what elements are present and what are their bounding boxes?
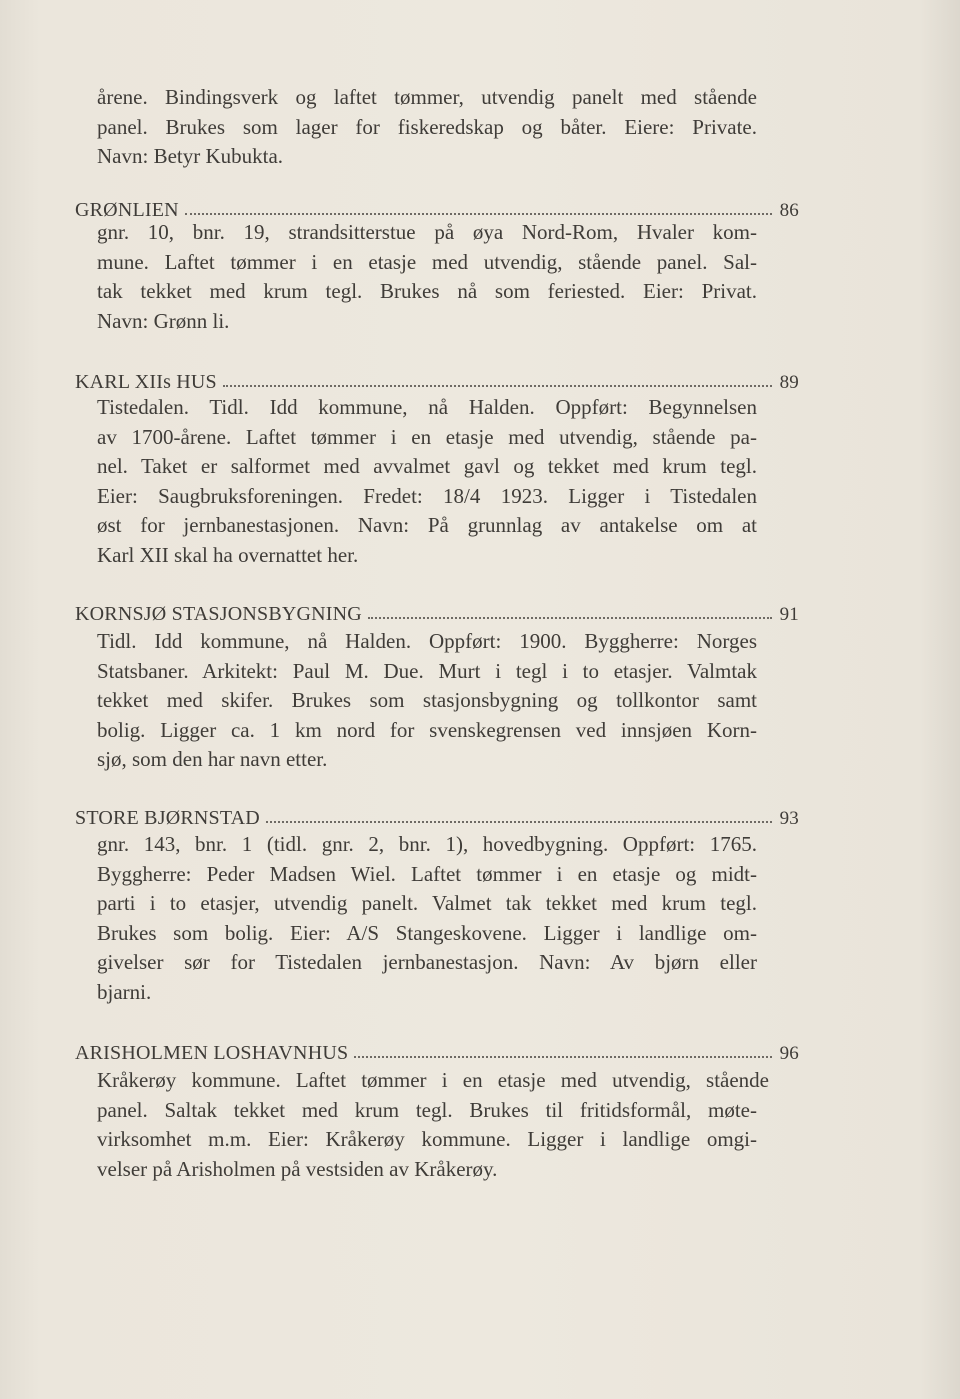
body-line: Statsbaner. Arkitekt: Paul M. Due. Murt i tegl i to etasjer. Valmtak [97, 658, 757, 683]
body-line: virksomhet m.m. Eier: Kråkerøy kommune. Ligger i landlige omgi- [97, 1127, 757, 1151]
body-line: Karl XII skal ha overnattet her. [97, 542, 359, 567]
entry-heading-kornsjo-stasjonsbygning [75, 598, 799, 626]
entry-title: KARL XIIs HUS [75, 371, 217, 393]
body-line: tak tekket med krum tegl. Brukes nå som feriested. Eier: Privat. [97, 279, 757, 303]
body-line: Navn: Betyr Kubukta. [97, 144, 284, 168]
body-line: mune. Laftet tømmer i en etasje med utvendig, stående panel. Sal- [97, 249, 757, 274]
entry-heading-arisholmen-loshavnhus [75, 1037, 799, 1065]
body-line: av 1700-årene. Laftet tømmer i en etasje med utvendig, stående pa- [97, 424, 757, 449]
body-line: Navn: Grønn li. [97, 308, 230, 333]
entry-title: KORNSJØ STASJONSBYGNING [75, 603, 362, 625]
body-line: gnr. 143, bnr. 1 (tidl. gnr. 2, bnr. 1), hovedbygning. Oppført: 1765. [97, 832, 757, 856]
body-line: bolig. Ligger ca. 1 km nord for svenskegrensen ved innsjøen Korn- [97, 717, 757, 742]
page-number: 91 [779, 604, 799, 625]
page-number: 86 [779, 200, 799, 221]
dot-leader [185, 212, 772, 215]
body-line: givelser sør for Tistedalen jernbanestasjon. Navn: Av bjørn eller [97, 950, 757, 974]
entry-title: STORE BJØRNSTAD [75, 807, 260, 829]
body-line: Kråkerøy kommune. Laftet tømmer i en etasje med utvendig, stående [97, 1068, 769, 1092]
body-line: panel. Saltak tekket med krum tegl. Brukes til fritidsformål, møte- [97, 1097, 757, 1122]
body-line: panel. Brukes som lager for fiskeredskap og båter. Eiere: Private. [97, 114, 757, 139]
entry-title: ARISHOLMEN LOSHAVNHUS [75, 1042, 349, 1064]
body-line: parti i to etasjer, utvendig panelt. Valmet tak tekket med krum tegl. [97, 891, 757, 915]
entry-heading-store-bjornstad [75, 802, 799, 830]
body-line: øst for jernbanestasjonen. Navn: På grunnlag av antakelse om at [97, 513, 757, 537]
entry-description-gronlien [97, 218, 757, 336]
body-line: bjarni. [97, 979, 152, 1004]
entry-description-kornsjo [97, 627, 757, 775]
body-line: Eier: Saugbruksforeningen. Fredet: 18/4 1923. Ligger i Tistedalen [97, 483, 757, 508]
body-line: Byggherre: Peder Madsen Wiel. Laftet tømmer i en etasje og midt- [97, 861, 757, 886]
dot-leader [223, 384, 772, 387]
body-line: gnr. 10, bnr. 19, strandsitterstue på øya Nord-Rom, Hvaler kom- [97, 220, 757, 244]
dot-leader [368, 616, 772, 619]
page-number: 93 [779, 808, 799, 829]
continuation-paragraph [97, 83, 757, 172]
entry-description-store-bjornstad [97, 830, 757, 1007]
body-line: Tidl. Idd kommune, nå Halden. Oppført: 1900. Byggherre: Norges [97, 629, 757, 653]
dot-leader [266, 820, 772, 823]
page-number: 96 [779, 1043, 799, 1064]
entry-description-karl-xiis-hus [97, 393, 757, 570]
body-line: nel. Taket er salformet med avvalmet gavl og tekket med krum tegl. [97, 454, 757, 478]
page-number: 89 [779, 372, 799, 393]
body-line: Brukes som bolig. Eier: A/S Stangeskovene. Ligger i landlige om- [97, 920, 757, 945]
dot-leader [354, 1055, 771, 1058]
body-line: velser på Arisholmen på vestsiden av Kråkerøy. [97, 1156, 498, 1181]
body-line: sjø, som den har navn etter. [97, 747, 328, 771]
body-line: tekket med skifer. Brukes som stasjonsbygning og tollkontor samt [97, 688, 757, 712]
entry-heading-karl-xiis-hus [75, 366, 799, 394]
body-line: årene. Bindingsverk og laftet tømmer, utvendig panelt med stående [97, 85, 757, 109]
entry-title: GRØNLIEN [75, 199, 179, 221]
body-line: Tistedalen. Tidl. Idd kommune, nå Halden. Oppført: Begynnelsen [97, 395, 757, 419]
entry-description-arisholmen [97, 1066, 769, 1184]
